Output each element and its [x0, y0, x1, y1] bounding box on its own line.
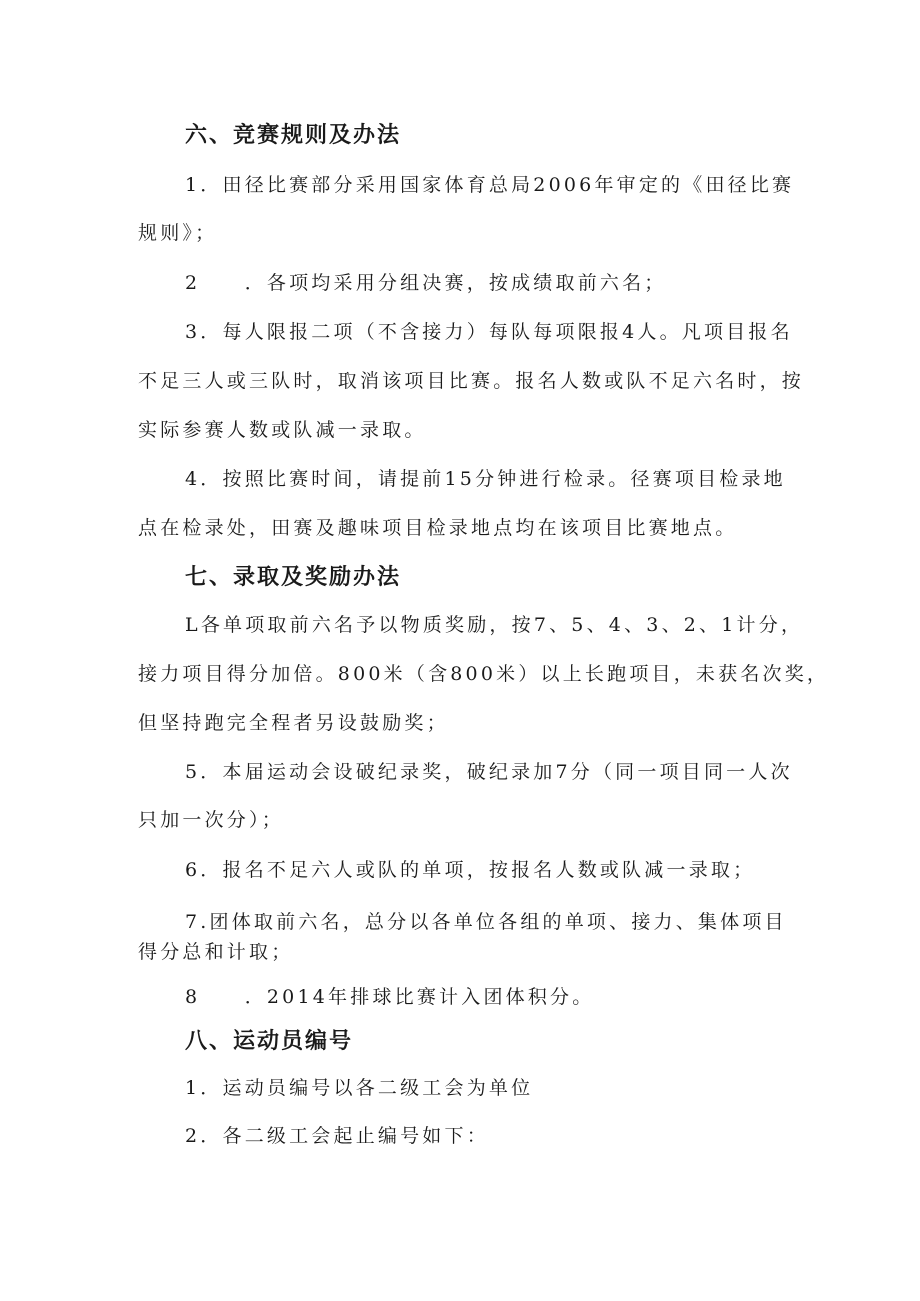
paragraph-line: 得分总和计取； — [138, 941, 294, 963]
paragraph-line: 6．报名不足六人或队的单项，按报名人数或队减一录取； — [185, 859, 756, 881]
paragraph-line: 3．每人限报二项（不含接力）每队每项限报4人。凡项目报名 — [185, 321, 793, 343]
paragraph-line: 规则》； — [138, 222, 218, 244]
paragraph-line: 点在检录处，田赛及趣味项目检录地点均在该项目比赛地点。 — [138, 517, 738, 539]
paragraph-line: 接力项目得分加倍。800米（含800米）以上长跑项目，未获名次奖， — [138, 663, 830, 685]
paragraph-line: 但坚持跑完全程者另设鼓励奖； — [138, 712, 449, 734]
paragraph-line: 1．田径比赛部分采用国家体育总局2006年审定的《田径比赛 — [185, 174, 795, 196]
section-heading-rules: 六、竞赛规则及办法 — [185, 123, 402, 148]
paragraph-line: 7.团体取前六名，总分以各单位各组的单项、接力、集体项目 — [185, 911, 787, 933]
section-heading-awards: 七、录取及奖励办法 — [185, 565, 402, 590]
section-heading-athlete-numbers: 八、运动员编号 — [185, 1029, 354, 1054]
paragraph-line: 4．按照比赛时间，请提前15分钟进行检录。径赛项目检录地 — [185, 468, 786, 490]
paragraph-line: 2 ．各项均采用分组决赛，按成绩取前六名； — [185, 272, 667, 294]
paragraph-line: 8 ．2014年排球比赛计入团体积分。 — [185, 986, 595, 1008]
paragraph-line: 1．运动员编号以各二级工会为单位 — [185, 1077, 534, 1099]
paragraph-line: 实际参赛人数或队减一录取。 — [138, 419, 427, 441]
paragraph-line: 5．本届运动会设破纪录奖，破纪录加7分（同一项目同一人次 — [185, 761, 793, 783]
paragraph-line: 2．各二级工会起止编号如下： — [185, 1125, 489, 1147]
paragraph-line: L各单项取前六名予以物质奖励，按7、5、4、3、2、1计分， — [185, 614, 804, 636]
paragraph-line: 只加一次分）； — [138, 809, 284, 831]
paragraph-line: 不足三人或三队时，取消该项目比赛。报名人数或队不足六名时，按 — [138, 370, 805, 392]
